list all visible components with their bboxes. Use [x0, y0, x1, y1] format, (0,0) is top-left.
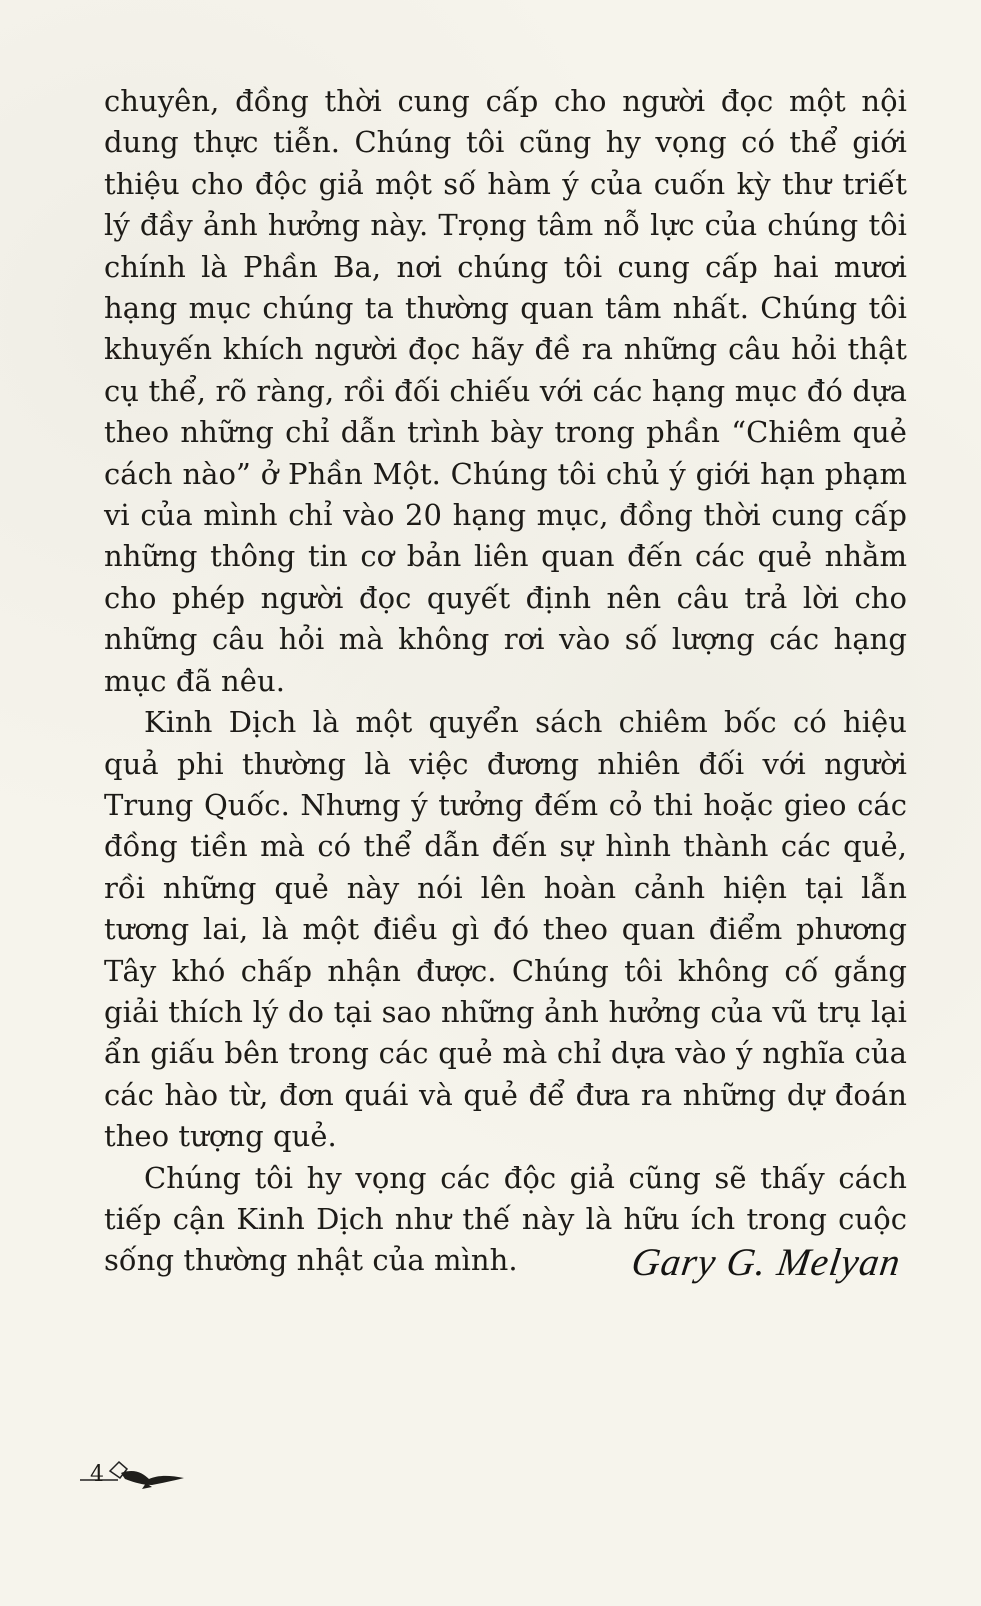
paragraph-3: Chúng tôi hy vọng các độc giả cũng sẽ thấy cách tiếp cận Kinh Dịch như thế này là hữu ích trong cuộc sống thường nhật của mình. [104, 1160, 907, 1278]
paragraph-2: Kinh Dịch là một quyển sách chiêm bốc có hiệu quả phi thường là việc đương nhiên đối với người Trung Quốc. Nhưng ý tưởng đếm cỏ thi hoặc gieo các đồng tiền mà có thể dẫn đến sự hình thành các quẻ, rồi những quẻ này nói lên hoàn cảnh hiện tại lẫn tương lai, là một điều gì đó theo quan điểm phương Tây khó chấp nhận được. Chúng tôi không cố gắng giải thích lý do tại sao những ảnh hưởng của vũ trụ lại ẩn giấu bên trong các quẻ mà chỉ dựa vào ý nghĩa của các hào từ, đơn quái và quẻ để đưa ra những dự đoán theo tượng quẻ. [104, 705, 907, 1154]
paragraph-1: chuyên, đồng thời cung cấp cho người đọc một nội dung thực tiễn. Chúng tôi cũng hy vọng có thể giới thiệu cho độc giả một số hàm ý của cuốn kỳ thư triết lý đầy ảnh hưởng này. Trọng tâm nỗ lực của chúng tôi chính là Phần Ba, nơi chúng tôi cung cấp hai mươi hạng mục chúng ta thường quan tâm nhất. Chúng tôi khuyến khích người đọc hãy đề ra những câu hỏi thật cụ thể, rõ ràng, rồi đối chiếu với các hạng mục đó dựa theo những chỉ dẫn trình bày trong phần “Chiêm quẻ cách nào” ở Phần Một. Chúng tôi chủ ý giới hạn phạm vi của mình chỉ vào 20 hạng mục, đồng thời cung cấp những thông tin cơ bản liên quan đến các quẻ nhằm cho phép người đọc quyết định nên câu trả lời cho những câu hỏi mà không rơi vào số lượng các hạng mục đã nêu. [104, 84, 907, 698]
body-text [104, 81, 907, 1282]
author-signature: Gary G. Melyan [629, 1241, 905, 1284]
page-number: 4 [90, 1462, 104, 1487]
